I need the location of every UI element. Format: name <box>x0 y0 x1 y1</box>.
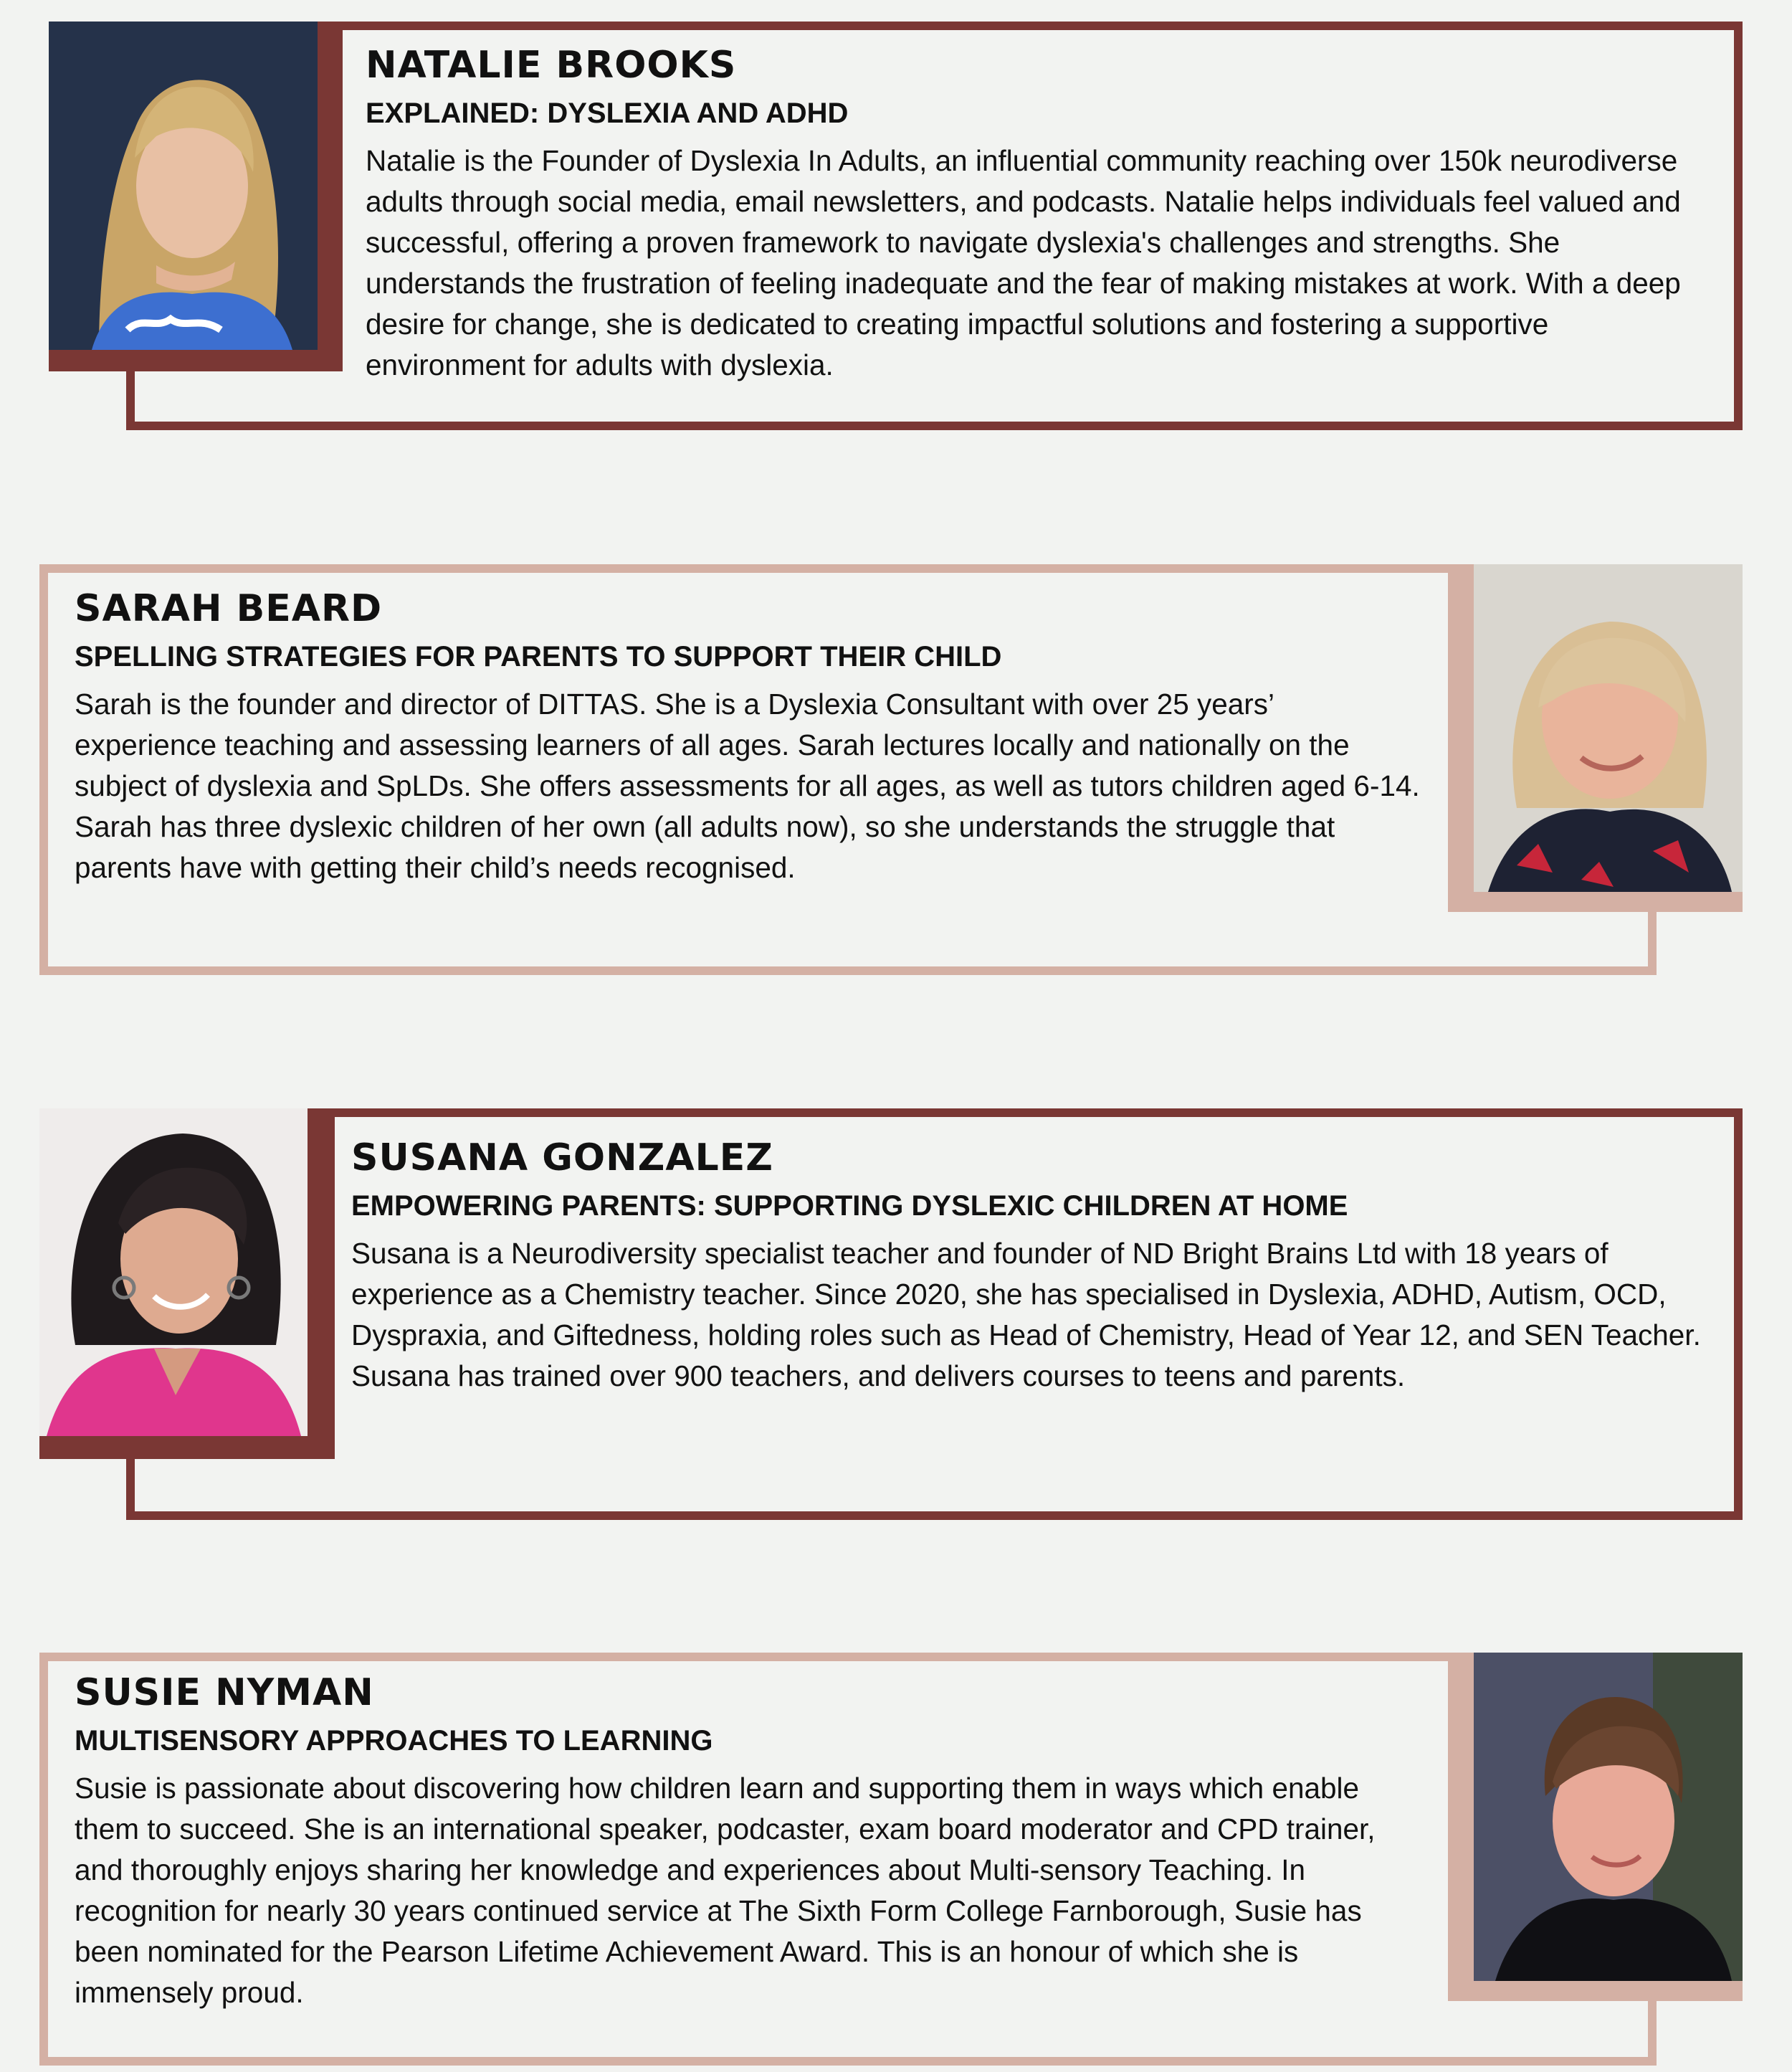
speaker-bio: Susana is a Neurodiversity specialist teacher and founder of ND Bright Brains Ltd with 18 years of experience as a Chemistry teacher. Since 2020, she has specialised in Dyslexia, ADHD, Autism, OCD, Dyspraxia, and Giftedness, holding roles such as Head of Chemistry, Head of Year 12, and SEN Teacher. Susana has trained over 900 teachers, and delivers courses to teens and parents. <box>351 1237 1701 1392</box>
speaker-text <box>75 1671 1422 2013</box>
talk-title: EMPOWERING PARENTS: SUPPORTING DYSLEXIC CHILDREN AT HOME <box>351 1190 1348 1222</box>
speaker-photo-natalie-brooks <box>49 22 318 350</box>
speaker-name: SARAH BEARD <box>75 587 383 630</box>
speaker-photo-sarah-beard <box>1474 564 1743 892</box>
speaker-text <box>366 43 1713 386</box>
speaker-photo-susana-gonzalez <box>39 1108 308 1436</box>
speaker-name: SUSIE NYMAN <box>75 1671 374 1714</box>
speaker-name: SUSANA GONZALEZ <box>351 1136 773 1179</box>
speaker-bio: Natalie is the Founder of Dyslexia In Adults, an influential community reaching over 150k neurodiverse adults through social media, email newsletters, and podcasts. Natalie helps individuals feel valued and successful, offering a proven framework to navigate dyslexia's challenges and strengths. She understands the frustration of feeling inadequate and the fear of making mistakes at work. With a deep desire for change, she is dedicated to creating impactful solutions and fostering a supportive environment for adults with dyslexia. <box>366 144 1681 381</box>
speaker-text <box>75 586 1422 888</box>
speaker-bio: Susie is passionate about discovering how children learn and supporting them in ways which enable them to succeed. She is an international speaker, podcaster, exam board moderator and CPD trainer, and thoroughly enjoys sharing her knowledge and experiences about Multi-sensory Teaching. In recognition for nearly 30 years continued service at The Sixth Form College Farnborough, Susie has been nominated for the Pearson Lifetime Achievement Award. This is an honour of which she is immensely proud. <box>75 1772 1376 2009</box>
speaker-photo-susie-nyman <box>1474 1653 1743 1981</box>
talk-title: EXPLAINED: DYSLEXIA AND ADHD <box>366 98 849 129</box>
talk-title: SPELLING STRATEGIES FOR PARENTS TO SUPPORT THEIR CHILD <box>75 641 1002 673</box>
speaker-bio: Sarah is the founder and director of DITTAS. She is a Dyslexia Consultant with over 25 years’ experience teaching and assessing learners of all ages. Sarah lectures locally and nationally on the subject of dyslexia and SpLDs. She offers assessments for all ages, as well as tutors children aged 6-14. Sarah has three dyslexic children of her own (all adults now), so she understands the struggle that parents have with getting their child’s needs recognised. <box>75 688 1420 884</box>
speaker-name: NATALIE BROOKS <box>366 44 737 87</box>
speaker-text <box>351 1136 1713 1397</box>
talk-title: MULTISENSORY APPROACHES TO LEARNING <box>75 1725 713 1757</box>
